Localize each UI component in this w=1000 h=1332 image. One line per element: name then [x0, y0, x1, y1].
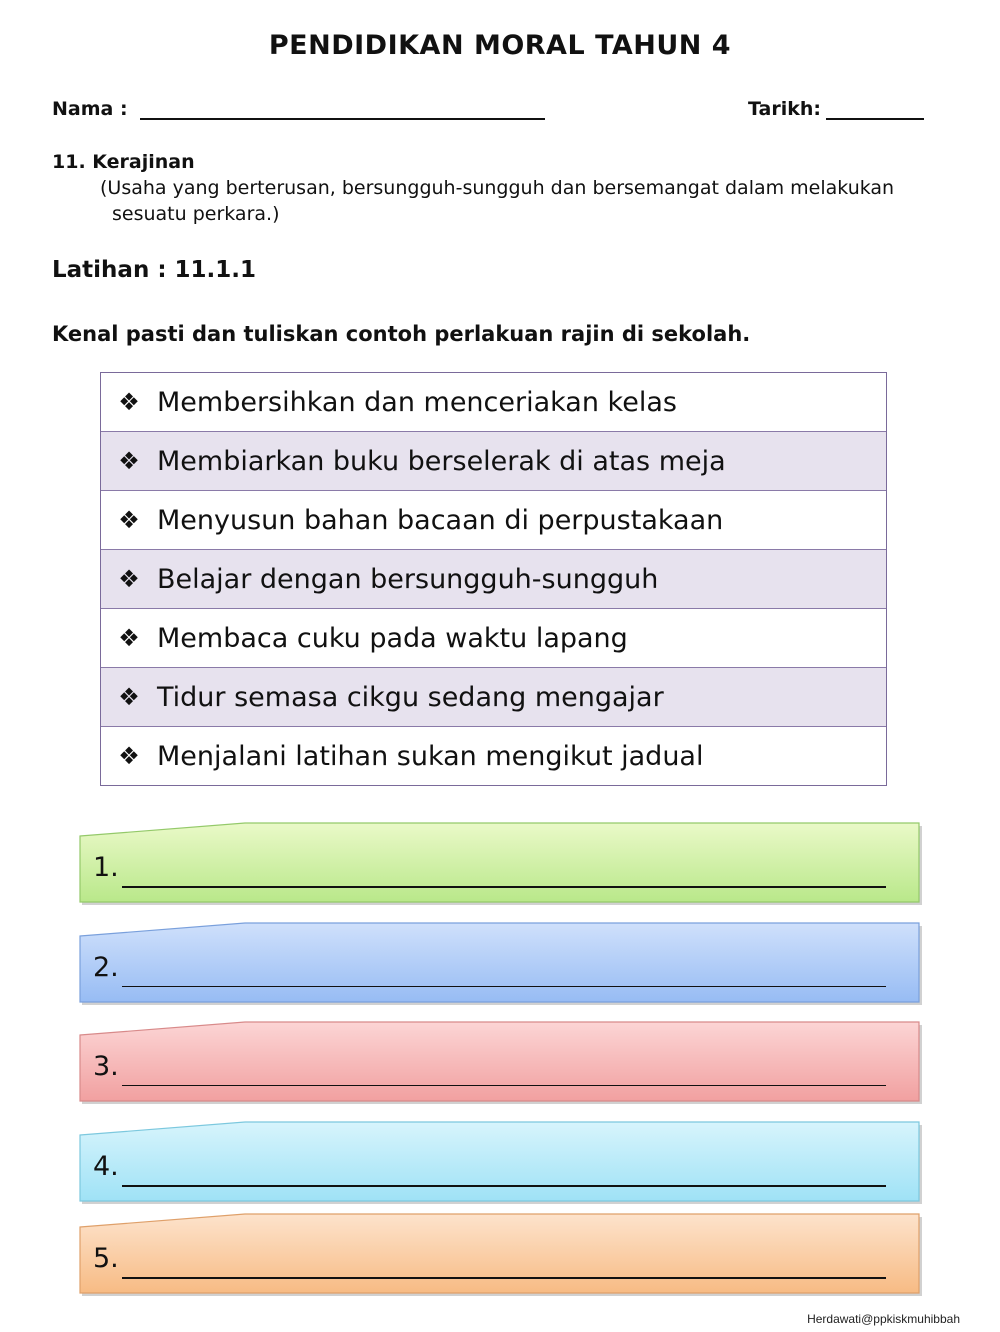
answer-box-shape — [80, 1213, 920, 1295]
nama-label: Nama : — [52, 98, 128, 120]
answer-input-line[interactable] — [122, 1277, 886, 1279]
option-text: Membersihkan dan menceriakan kelas — [157, 386, 677, 418]
answer-box[interactable] — [80, 822, 920, 904]
definition-line-2: sesuatu perkara.) — [112, 203, 280, 225]
answer-number: 1. — [93, 852, 119, 883]
option-item[interactable] — [101, 373, 886, 432]
answer-box[interactable] — [80, 922, 920, 1004]
diamond-bullet-icon: ❖ — [118, 447, 140, 475]
option-item[interactable] — [101, 668, 886, 727]
answer-box[interactable] — [80, 1213, 920, 1295]
answer-number: 5. — [93, 1243, 119, 1274]
answer-input-line[interactable] — [122, 1185, 886, 1187]
option-text: Belajar dengan bersungguh-sungguh — [157, 563, 659, 595]
answer-input-line[interactable] — [122, 1085, 886, 1086]
answer-number: 3. — [93, 1051, 119, 1082]
answer-box[interactable] — [80, 1021, 920, 1103]
answer-box-shape — [80, 1021, 920, 1103]
topic-heading: 11. Kerajinan — [52, 151, 195, 173]
exercise-label: Latihan : 11.1.1 — [52, 257, 257, 283]
instruction: Kenal pasti dan tuliskan contoh perlakuan rajin di sekolah. — [52, 322, 751, 346]
diamond-bullet-icon: ❖ — [118, 624, 140, 652]
option-text: Menjalani latihan sukan mengikut jadual — [157, 740, 704, 772]
option-item[interactable] — [101, 550, 886, 609]
answer-input-line[interactable] — [122, 986, 886, 987]
answer-box-shape — [80, 1121, 920, 1203]
diamond-bullet-icon: ❖ — [118, 683, 140, 711]
answer-box-shape — [80, 822, 920, 904]
option-item[interactable] — [101, 727, 886, 785]
page-title: PENDIDIKAN MORAL TAHUN 4 — [268, 30, 732, 61]
diamond-bullet-icon: ❖ — [118, 565, 140, 593]
diamond-bullet-icon: ❖ — [118, 506, 140, 534]
option-text: Tidur semasa cikgu sedang mengajar — [157, 681, 664, 713]
tarikh-field[interactable] — [826, 118, 924, 120]
answer-input-line[interactable] — [122, 886, 886, 888]
option-text: Membaca cuku pada waktu lapang — [157, 622, 628, 654]
definition-line-1: (Usaha yang berterusan, bersungguh-sungguh dan bersemangat dalam melakukan — [100, 177, 895, 199]
option-item[interactable] — [101, 491, 886, 550]
answer-number: 2. — [93, 952, 119, 983]
option-item[interactable] — [101, 432, 886, 491]
option-item[interactable] — [101, 609, 886, 668]
diamond-bullet-icon: ❖ — [118, 388, 140, 416]
options-table — [100, 372, 887, 786]
option-text: Membiarkan buku berselerak di atas meja — [157, 445, 726, 477]
option-text: Menyusun bahan bacaan di perpustakaan — [157, 504, 724, 536]
answer-box-shape — [80, 922, 920, 1004]
answer-box[interactable] — [80, 1121, 920, 1203]
diamond-bullet-icon: ❖ — [118, 742, 140, 770]
nama-field[interactable] — [140, 118, 545, 120]
footer-credit: Herdawati@ppkiskmuhibbah — [807, 1312, 960, 1326]
topic-definition — [100, 175, 960, 227]
tarikh-label: Tarikh: — [748, 98, 821, 120]
answer-number: 4. — [93, 1151, 119, 1182]
